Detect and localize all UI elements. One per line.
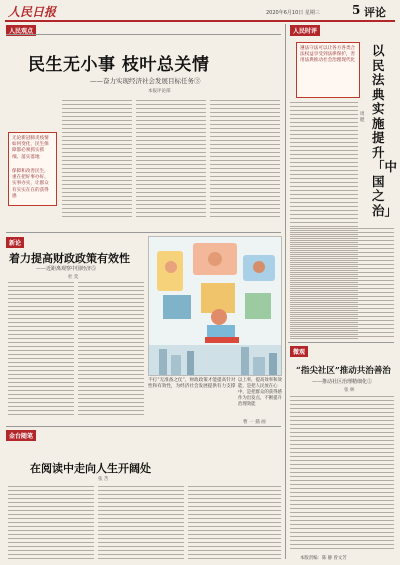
body-text — [136, 100, 206, 218]
body-text — [8, 282, 74, 418]
illustration-poem-text: 以上率，提高效率和效能，是把人民放在心中，是把群众的获得感作为出发点，不断提升治理效能 — [238, 378, 282, 407]
reading-byline: 张 苦 — [98, 477, 109, 482]
illustration-caption-text: 不打“无准备之仗”，财政政策才能提高针对性和有效性，为经济社会发展提供有力支撑 — [148, 378, 236, 390]
column-tag-micro-view: 微观 — [290, 346, 308, 357]
masthead-rule — [5, 20, 395, 22]
community-byline: 张 林 — [344, 388, 355, 393]
body-text — [210, 100, 280, 218]
fiscal-headline: 着力提高财政政策有效性 — [9, 252, 130, 265]
illustration-caption — [148, 378, 236, 418]
section-rule — [6, 232, 281, 233]
callout-text: 保障和改善民生，重在把好事办好、实事办实，让群众有实实在在的获得感 — [12, 169, 49, 199]
body-text — [62, 100, 132, 218]
masthead — [0, 0, 400, 22]
column-tag-new-talk: 新论 — [6, 237, 24, 248]
illustration-artwork — [149, 237, 282, 376]
fiscal-subtitle: ——近距离观察中国经济⑤ — [36, 266, 97, 272]
newspaper-logo: 人民日报 — [8, 5, 57, 19]
body-text — [290, 228, 394, 340]
illustration-poem — [238, 378, 282, 414]
column-tag-golden-terrace: 金台随笔 — [6, 430, 36, 441]
community-subtitle: ——推动社区治理精细化② — [312, 379, 373, 385]
body-text — [290, 396, 394, 550]
law-headline: 以民法典实施提升「中国之治」 — [372, 43, 398, 218]
illustration-artist: 曹 一 插 画 — [243, 420, 266, 425]
body-text — [188, 486, 281, 560]
main-subtitle: ——奋力实现经济社会发展目标任务③ — [90, 77, 201, 85]
page-number: 5 — [352, 3, 361, 17]
issue-date: 2020年6月10日 星期三 — [266, 10, 320, 16]
body-text — [8, 486, 94, 560]
community-headline: “指尖社区”推动共治善治 — [296, 366, 391, 376]
law-callout-box — [296, 42, 360, 98]
callout-box — [8, 166, 57, 206]
column-divider — [285, 24, 286, 559]
section-rule — [6, 426, 281, 427]
fiscal-byline: 杜 奕 — [68, 275, 79, 280]
column-tag-people-view: 人民观点 — [6, 25, 36, 36]
section-rule — [6, 34, 281, 35]
main-byline: 本报评论部 — [148, 89, 171, 94]
callout-text: 无论新冠肺炎疫情如何变化，民生保障都必须抓实抓细、落实落地 — [12, 136, 49, 160]
illustration — [148, 236, 282, 376]
law-callout-text: 遵法守法可以让各方各类合法权益享受到法律保护，善用法典推动社会治理现代化 — [300, 46, 356, 64]
main-headline: 民生无小事 枝叶总关情 — [28, 55, 210, 75]
body-text — [98, 486, 184, 560]
column-tag-people-comment: 人民时评 — [290, 25, 320, 36]
section-rule — [288, 342, 394, 343]
law-byline: 周 健 — [360, 112, 365, 123]
reading-headline: 在阅读中走向人生开阔处 — [30, 462, 151, 475]
page-footer: 本版责编：陈 静 曾文芳 — [300, 556, 347, 561]
page-section: 评论 — [364, 6, 386, 19]
body-text — [78, 282, 144, 418]
